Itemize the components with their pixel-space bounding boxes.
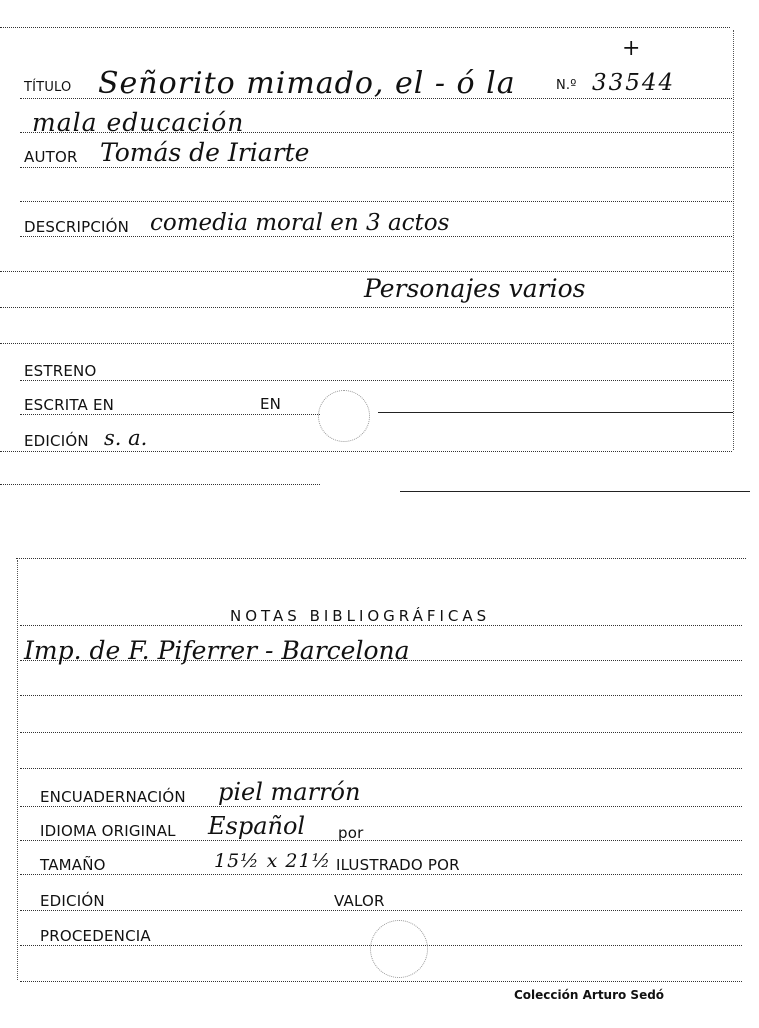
tamano-label: TAMAÑO: [40, 856, 106, 874]
notas-title: NOTAS BIBLIOGRÁFICAS: [230, 607, 491, 625]
notas-rule-3: [20, 732, 742, 733]
blank-line-3: [0, 343, 732, 344]
edicion-label: EDICIÓN: [40, 892, 105, 910]
por-label: por: [338, 824, 364, 842]
numero-label: N.º: [556, 78, 577, 93]
en-label: EN: [260, 395, 282, 413]
tamano-value: 15½ x 21½: [214, 850, 331, 872]
blank-line-bottom: [20, 981, 742, 982]
personajes-line: [0, 307, 732, 308]
idioma-label: IDIOMA ORIGINAL: [40, 822, 176, 840]
collection-footer: Colección Arturo Sedó: [514, 988, 665, 1002]
idioma-line: [20, 840, 742, 841]
en-line: [378, 412, 733, 413]
titulo-line: [20, 98, 732, 99]
descripcion-value: comedia moral en 3 actos: [150, 210, 450, 236]
titulo-label: TÍTULO: [24, 80, 72, 95]
escrita-line: [20, 414, 320, 415]
estreno-line: [20, 380, 732, 381]
bottom-border-right: [400, 491, 750, 492]
paper-mark: [370, 920, 428, 978]
numero-value: 33544: [592, 70, 676, 96]
bottom-border-left: [0, 484, 320, 485]
encuadernacion-line: [20, 806, 742, 807]
procedencia-label: PROCEDENCIA: [40, 927, 151, 945]
encuadernacion-label: ENCUADERNACIÓN: [40, 788, 186, 806]
encuadernacion-value: piel marrón: [218, 778, 361, 806]
notas-rule-2: [20, 695, 742, 696]
right-border: [733, 30, 734, 450]
blank-line-1: [20, 201, 732, 202]
catalog-card-back: [0, 548, 759, 1028]
estreno-label: ESTRENO: [24, 362, 97, 380]
notas-rule-1: [20, 660, 742, 661]
descripcion-line: [20, 236, 732, 237]
notas-rule-4: [20, 768, 742, 769]
valor-label: VALOR: [334, 892, 385, 910]
autor-label: AUTOR: [24, 148, 78, 166]
left-border: [17, 560, 18, 980]
edicion-line: [20, 910, 742, 911]
top-border: [0, 27, 730, 28]
titulo-cont-line: [20, 132, 732, 133]
paper-mark: [318, 390, 370, 442]
titulo-value: Señorito mimado, el - ó la: [98, 66, 516, 101]
blank-line-2: [0, 271, 732, 272]
tamano-line: [20, 874, 742, 875]
notas-title-line: [20, 625, 742, 626]
edicion-line: [0, 451, 732, 452]
catalog-card-front: [0, 0, 759, 495]
numero-mark: +: [622, 36, 641, 61]
edicion-value: s. a.: [104, 426, 148, 450]
notas-line-1: Imp. de F. Piferrer - Barcelona: [24, 636, 410, 665]
edicion-label: EDICIÓN: [24, 432, 89, 450]
personajes-value: Personajes varios: [364, 274, 586, 303]
escrita-label: ESCRITA EN: [24, 396, 115, 414]
descripcion-label: DESCRIPCIÓN: [24, 218, 130, 236]
idioma-value: Español: [208, 812, 306, 840]
autor-value: Tomás de Iriarte: [100, 138, 310, 167]
ilustrado-label: ILUSTRADO POR: [336, 856, 460, 874]
titulo-continuation: mala educación: [32, 108, 245, 137]
autor-line: [20, 167, 732, 168]
top-border: [16, 558, 746, 559]
